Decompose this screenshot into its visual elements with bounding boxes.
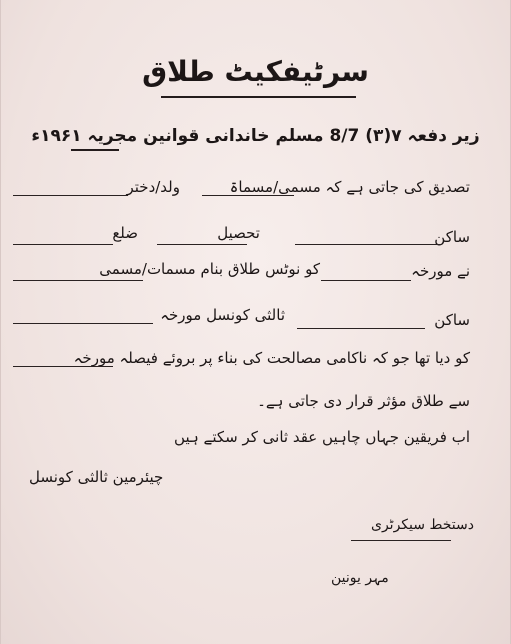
divorce-effective-text: سے طلاق مؤثر قرار دی جاتی ہے۔ xyxy=(257,392,470,410)
tehsil-label: تحصیل xyxy=(217,224,260,242)
remarriage-text: اب فریقین جہاں چاہیں عقد ثانی کر سکتے ہیں xyxy=(174,428,470,446)
council-date-blank[interactable] xyxy=(13,323,153,324)
parent-label: ولد/دختر xyxy=(126,178,180,196)
council-label: ثالثی کونسل مورخہ xyxy=(160,306,285,324)
date-blank-1[interactable] xyxy=(321,280,411,281)
parent-name-blank[interactable] xyxy=(13,195,128,196)
notice-label: کو نوٹس طلاق بنام مسمات/مسمی xyxy=(99,260,320,278)
decision-date-blank[interactable] xyxy=(13,366,113,367)
recipient-blank[interactable] xyxy=(13,280,143,281)
secretary-signature-line[interactable] xyxy=(351,540,451,541)
union-seal-label: مہر یونین xyxy=(331,570,389,586)
year-underline xyxy=(71,149,119,151)
chairman-label: چیئرمین ثالثی کونسل xyxy=(29,468,164,486)
resident-label-1: ساکن xyxy=(434,228,470,246)
certificate-title: سرٹیفکیٹ طلاق xyxy=(142,55,369,88)
resident-blank-2[interactable] xyxy=(297,328,425,329)
tehsil-blank[interactable] xyxy=(157,244,247,245)
certify-label: تصدیق کی جاتی ہے کہ مسمی/مسماۃ xyxy=(229,178,470,196)
district-label: ضلع xyxy=(112,224,138,242)
certificate-subtitle: زیر دفعہ ۷(۳) 8/7 مسلم خاندانی قوانین مجریہ ۱۹۶۱ء xyxy=(31,126,480,146)
title-underline xyxy=(161,96,356,98)
reconciliation-text: کو دیا تھا جو کہ ناکامی مصالحت کی بناء پر بروئے فیصلہ مورخہ xyxy=(73,349,470,367)
secretary-signature-label: دستخط سیکرٹری xyxy=(371,517,474,533)
dated-label: نے مورخہ xyxy=(411,262,470,280)
name-blank[interactable] xyxy=(202,195,294,196)
resident-blank-1[interactable] xyxy=(295,244,441,245)
district-blank[interactable] xyxy=(13,244,113,245)
resident-label-2: ساکن xyxy=(434,311,470,329)
